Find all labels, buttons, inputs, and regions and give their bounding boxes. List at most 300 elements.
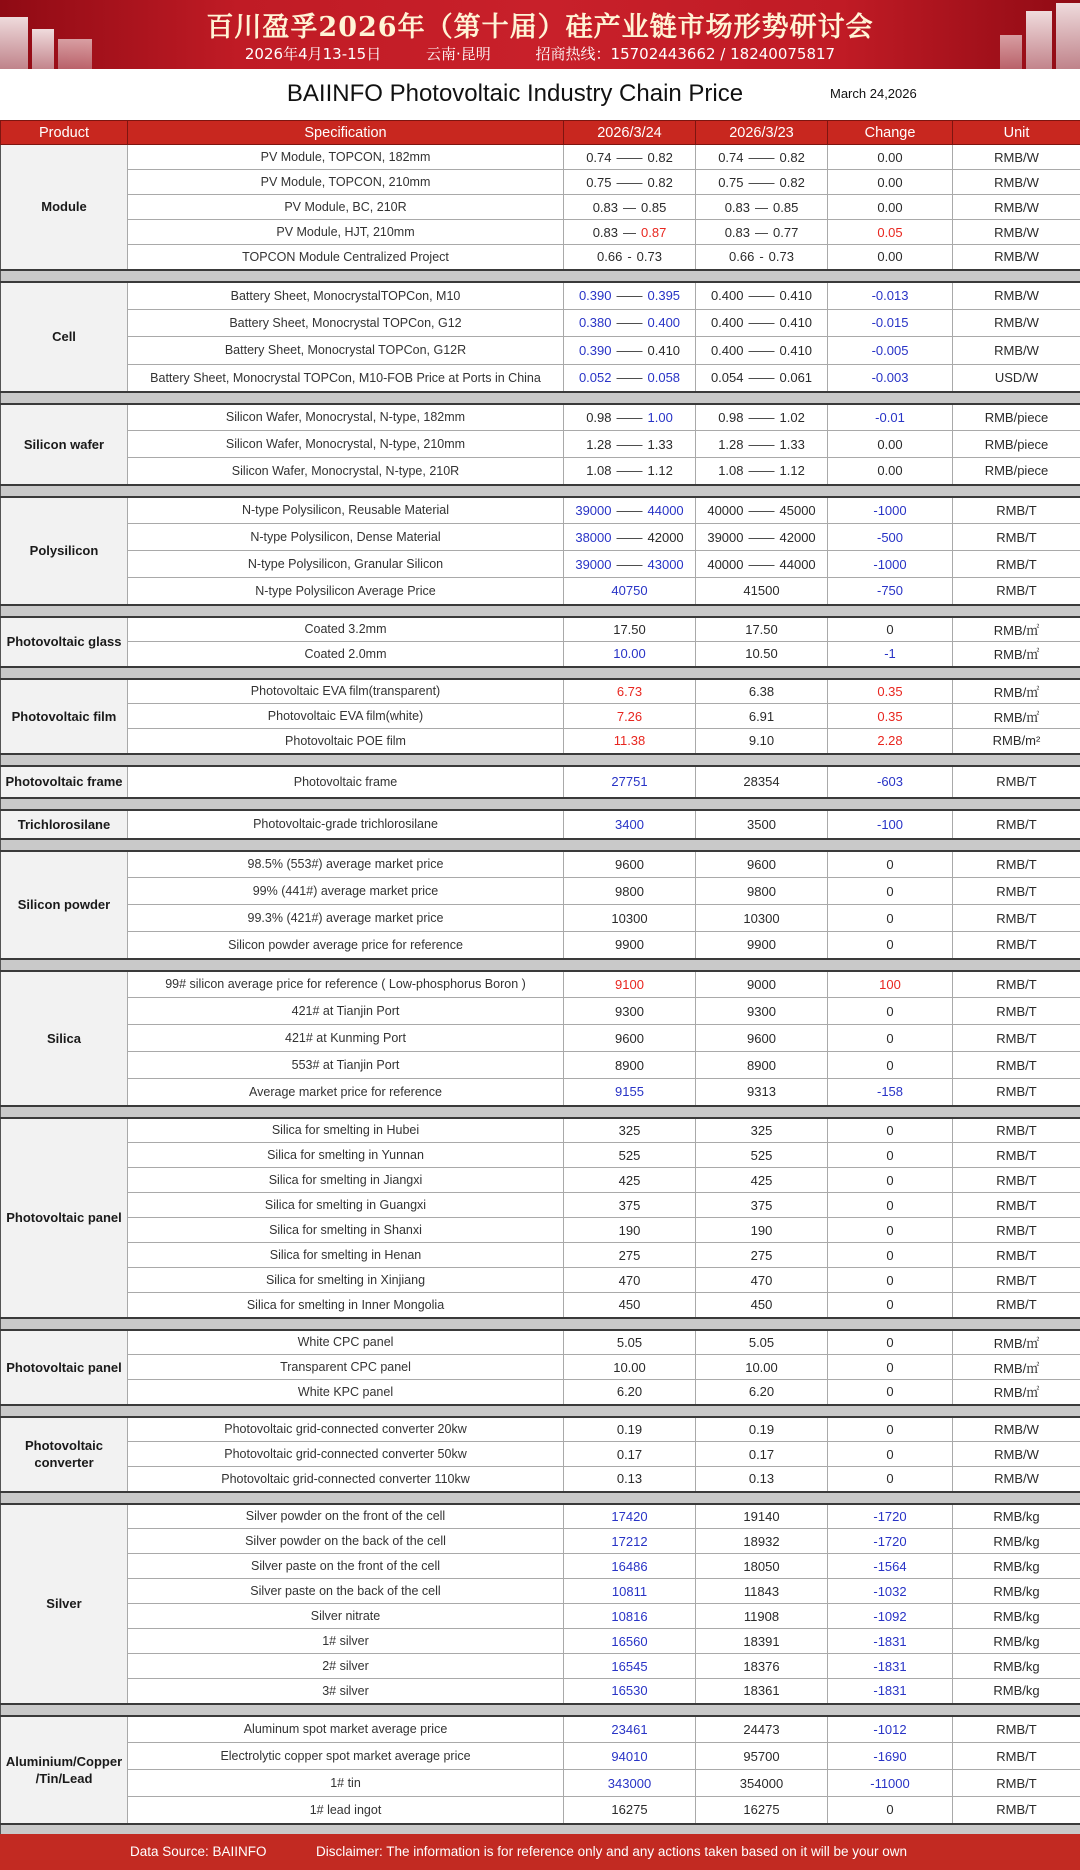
current-price: [564, 1579, 696, 1604]
previous-price: [696, 851, 828, 878]
specification: Photovoltaic grid-connected converter 50kw: [128, 1442, 564, 1467]
range-separator: ——: [616, 463, 643, 479]
price-change: 0: [828, 1467, 953, 1492]
price-change: 2.28: [828, 729, 953, 754]
price-change: 0: [828, 1143, 953, 1168]
price-change: -1831: [828, 1629, 953, 1654]
range-separator: —: [755, 224, 768, 240]
current-price-value: 94010: [611, 1748, 648, 1764]
previous-price-value: 0.410: [779, 342, 813, 358]
previous-price-value: 425: [750, 1172, 773, 1188]
current-price: [564, 878, 696, 905]
table-row: [1, 766, 1080, 798]
section-separator: [1, 485, 1080, 497]
price-change: -100: [828, 810, 953, 839]
previous-price-value: 0.83: [724, 224, 750, 240]
unit: RMB/T: [953, 1025, 1080, 1052]
current-price-value: 11.38: [613, 733, 646, 749]
product-name: Silicon powder: [1, 851, 128, 959]
previous-price: [696, 1193, 828, 1218]
section-separator: [1, 1106, 1080, 1118]
specification: N-type Polysilicon, Granular Silicon: [128, 551, 564, 578]
specification: N-type Polysilicon, Dense Material: [128, 524, 564, 551]
previous-price-value: 3500: [747, 816, 776, 832]
current-price-value: 16545: [611, 1658, 648, 1674]
specification: Battery Sheet, Monocrystal TOPCon, M10-FOB Price at Ports in China: [128, 364, 564, 392]
current-price: [564, 1679, 696, 1704]
price-change: -0.015: [828, 309, 953, 337]
previous-price-value: 1.08: [718, 463, 744, 479]
table-row: [1, 617, 1080, 642]
section-separator: [1, 392, 1080, 404]
previous-price-value: 19140: [743, 1508, 780, 1524]
range-separator: -: [759, 249, 764, 265]
unit: RMB/kg: [953, 1629, 1080, 1654]
range-separator: ——: [748, 436, 775, 452]
current-price-value: 9600: [615, 1030, 644, 1046]
unit: RMB/piece: [953, 431, 1080, 458]
previous-price-value: 42000: [779, 529, 816, 545]
specification: Photovoltaic EVA film(white): [128, 704, 564, 729]
current-price: [564, 524, 696, 551]
previous-price-value: 9313: [747, 1084, 776, 1100]
range-separator: ——: [748, 409, 775, 425]
current-price-value: 10.00: [613, 1359, 646, 1375]
current-price-value: 0.73: [636, 249, 662, 265]
table-row: [1, 1629, 1080, 1654]
unit: RMB/W: [953, 245, 1080, 270]
previous-price-value: 17.50: [745, 621, 778, 637]
price-change: 0.35: [828, 679, 953, 704]
current-price: [564, 1118, 696, 1143]
specification: 421# at Kunming Port: [128, 1025, 564, 1052]
table-row: [1, 170, 1080, 195]
current-price-value: 9100: [615, 976, 644, 992]
table-row: [1, 1654, 1080, 1679]
separator-cell: [1, 959, 1080, 971]
previous-price-value: 18050: [743, 1558, 780, 1574]
previous-price-value: 41500: [743, 583, 780, 599]
previous-price-value: 0.400: [710, 315, 744, 331]
previous-price-value: 95700: [743, 1748, 780, 1764]
previous-price-value: 0.410: [779, 288, 813, 303]
current-price-value: 1.00: [647, 409, 673, 425]
previous-price-value: 6.91: [748, 708, 775, 724]
specification: Photovoltaic grid-connected converter 110kw: [128, 1467, 564, 1492]
table-row: [1, 1579, 1080, 1604]
previous-price: [696, 1629, 828, 1654]
table-row: [1, 1679, 1080, 1704]
previous-price: [696, 1168, 828, 1193]
current-price: [564, 617, 696, 642]
previous-price-value: 44000: [779, 556, 816, 572]
current-price-value: 43000: [647, 556, 684, 572]
range-separator: ——: [748, 556, 775, 572]
product-name: Photovoltaic frame: [1, 766, 128, 798]
unit: RMB/T: [953, 1118, 1080, 1143]
specification: White KPC panel: [128, 1380, 564, 1405]
current-price-value: 6.20: [616, 1384, 643, 1400]
price-change: 0.35: [828, 704, 953, 729]
price-change: -0.01: [828, 404, 953, 431]
price-change: -1831: [828, 1679, 953, 1704]
specification: PV Module, HJT, 210mm: [128, 220, 564, 245]
table-row: [1, 1355, 1080, 1380]
range-separator: ——: [748, 315, 775, 331]
current-price: [564, 1467, 696, 1492]
section-separator: [1, 959, 1080, 971]
section-separator: [1, 667, 1080, 679]
current-price: [564, 1797, 696, 1824]
footer-disclaimer: Disclaimer: The information is for reference only and any actions taken based on it will be your own: [316, 1844, 908, 1859]
price-change: 0: [828, 1168, 953, 1193]
unit: RMB/kg: [953, 1604, 1080, 1629]
report-title: BAIINFO Photovoltaic Industry Chain Price: [286, 80, 744, 107]
banner-event-location: 云南·昆明: [425, 45, 491, 63]
range-separator: ——: [616, 315, 643, 331]
table-row: [1, 245, 1080, 270]
current-price: [564, 1654, 696, 1679]
current-price: [564, 404, 696, 431]
specification: Battery Sheet, Monocrystal TOPCon, G12: [128, 309, 564, 337]
specification: 553# at Tianjin Port: [128, 1052, 564, 1079]
specification: Silica for smelting in Xinjiang: [128, 1268, 564, 1293]
unit: RMB/T: [953, 998, 1080, 1025]
previous-price-value: 0.82: [779, 174, 805, 190]
current-price-value: 39000: [575, 502, 612, 518]
previous-price-value: 0.410: [779, 315, 813, 331]
unit: RMB/W: [953, 1467, 1080, 1492]
previous-price: [696, 932, 828, 959]
specification: Average market price for reference: [128, 1079, 564, 1106]
current-price-value: 10300: [611, 910, 648, 926]
previous-price: [696, 497, 828, 524]
price-change: -500: [828, 524, 953, 551]
previous-price-value: 0.17: [748, 1446, 775, 1462]
previous-price-value: 1.02: [779, 409, 805, 425]
section-separator: [1, 1318, 1080, 1330]
current-price: [564, 1168, 696, 1193]
price-change: 100: [828, 971, 953, 998]
current-price: [564, 766, 696, 798]
price-change: 0.00: [828, 170, 953, 195]
table-row: [1, 524, 1080, 551]
unit: RMB/T: [953, 905, 1080, 932]
current-price-value: 0.410: [647, 342, 681, 358]
current-price-value: 1.08: [586, 463, 612, 479]
table-row: [1, 1467, 1080, 1492]
current-price-value: 0.13: [616, 1471, 643, 1487]
table-row: [1, 1554, 1080, 1579]
table-row: [1, 642, 1080, 667]
previous-price: [696, 1770, 828, 1797]
price-change: -1720: [828, 1504, 953, 1529]
section-separator: [1, 605, 1080, 617]
product-name: Trichlorosilane: [1, 810, 128, 839]
previous-price: [696, 551, 828, 578]
unit: RMB/T: [953, 524, 1080, 551]
previous-price: [696, 458, 828, 485]
price-change: -0.003: [828, 364, 953, 392]
previous-price: [696, 905, 828, 932]
price-change: 0.05: [828, 220, 953, 245]
price-change: 0: [828, 932, 953, 959]
previous-price: [696, 1679, 828, 1704]
range-separator: ——: [616, 370, 643, 385]
range-separator: -: [627, 249, 632, 265]
table-row: [1, 1770, 1080, 1797]
previous-price: [696, 1654, 828, 1679]
table-row: [1, 337, 1080, 365]
current-price: [564, 1380, 696, 1405]
current-price: [564, 704, 696, 729]
price-change: 0: [828, 1355, 953, 1380]
current-price-value: 44000: [647, 502, 684, 518]
unit: RMB/W: [953, 337, 1080, 365]
unit: RMB/T: [953, 766, 1080, 798]
previous-price-value: 40000: [707, 502, 744, 518]
previous-price-value: 275: [750, 1247, 773, 1263]
separator-cell: [1, 605, 1080, 617]
current-price: [564, 1293, 696, 1318]
unit: RMB/kg: [953, 1579, 1080, 1604]
current-price-value: 0.66: [597, 249, 623, 265]
current-price-value: 6.73: [616, 683, 643, 699]
current-price-value: 525: [618, 1147, 641, 1163]
current-price-value: 16530: [611, 1683, 648, 1699]
price-change: 0.00: [828, 245, 953, 270]
table-row: [1, 1143, 1080, 1168]
previous-price: [696, 1579, 828, 1604]
current-price-value: 9900: [615, 937, 644, 953]
specification: N-type Polysilicon, Reusable Material: [128, 497, 564, 524]
price-change: 0: [828, 851, 953, 878]
unit: RMB/T: [953, 578, 1080, 605]
current-price-value: 9800: [615, 883, 644, 899]
current-price-value: 17420: [611, 1508, 648, 1524]
previous-price-value: 40000: [707, 556, 744, 572]
current-price-value: 8900: [615, 1057, 644, 1073]
current-price: [564, 729, 696, 754]
price-change: 0: [828, 1797, 953, 1824]
range-separator: ——: [616, 149, 643, 165]
specification: Transparent CPC panel: [128, 1355, 564, 1380]
table-row: [1, 971, 1080, 998]
previous-price-value: 18376: [743, 1658, 780, 1674]
table-row: [1, 364, 1080, 392]
separator-cell: [1, 392, 1080, 404]
previous-price-value: 470: [750, 1272, 773, 1288]
current-price: [564, 1079, 696, 1106]
price-change: -158: [828, 1079, 953, 1106]
price-change: 0.00: [828, 195, 953, 220]
current-price: [564, 1243, 696, 1268]
unit: RMB/㎡: [953, 704, 1080, 729]
current-price: [564, 1143, 696, 1168]
table-row: [1, 1716, 1080, 1743]
current-price: [564, 551, 696, 578]
current-price: [564, 145, 696, 170]
current-price: [564, 1629, 696, 1654]
current-price-value: 275: [618, 1247, 641, 1263]
previous-price: [696, 1504, 828, 1529]
price-change: -1032: [828, 1579, 953, 1604]
unit: RMB/kg: [953, 1654, 1080, 1679]
current-price: [564, 245, 696, 270]
current-price-value: 1.12: [647, 463, 673, 479]
current-price-value: 0.87: [641, 224, 667, 240]
current-price: [564, 1052, 696, 1079]
price-change: -603: [828, 766, 953, 798]
unit: RMB/T: [953, 1770, 1080, 1797]
banner-title: 百川盈孚2026年（第十届）硅产业链市场形势研讨会: [206, 12, 874, 43]
table-row: [1, 145, 1080, 170]
specification: Silicon powder average price for reference: [128, 932, 564, 959]
separator-cell: [1, 667, 1080, 679]
previous-price-value: 10300: [743, 910, 780, 926]
product-name: Silver: [1, 1504, 128, 1704]
current-price: [564, 1716, 696, 1743]
current-price-value: 7.26: [616, 708, 643, 724]
unit: RMB/W: [953, 220, 1080, 245]
range-separator: ——: [616, 502, 643, 518]
unit: RMB/T: [953, 1193, 1080, 1218]
unit: RMB/T: [953, 932, 1080, 959]
current-price-value: 343000: [607, 1775, 652, 1791]
price-change: 0: [828, 1243, 953, 1268]
current-price-value: 17.50: [613, 621, 646, 637]
previous-price: [696, 1554, 828, 1579]
previous-price-value: 16275: [743, 1802, 780, 1818]
price-change: 0: [828, 998, 953, 1025]
current-price: [564, 642, 696, 667]
price-change: -0.005: [828, 337, 953, 365]
previous-price: [696, 1330, 828, 1355]
previous-price: [696, 309, 828, 337]
range-separator: ——: [748, 370, 775, 385]
range-separator: —: [755, 199, 768, 215]
price-change: 0.00: [828, 145, 953, 170]
unit: RMB/W: [953, 1417, 1080, 1442]
current-price: [564, 1554, 696, 1579]
table-row: [1, 551, 1080, 578]
specification: Silica for smelting in Yunnan: [128, 1143, 564, 1168]
specification: 1# tin: [128, 1770, 564, 1797]
unit: RMB/T: [953, 1268, 1080, 1293]
specification: Electrolytic copper spot market average price: [128, 1743, 564, 1770]
product-name: Photovoltaic converter: [1, 1417, 128, 1492]
current-price-value: 9600: [615, 856, 644, 872]
current-price-value: 16560: [611, 1633, 648, 1649]
table-row: [1, 195, 1080, 220]
previous-price-value: 9800: [747, 883, 776, 899]
price-table-container: [0, 120, 1080, 1834]
specification: Coated 3.2mm: [128, 617, 564, 642]
specification: Silica for smelting in Inner Mongolia: [128, 1293, 564, 1318]
range-separator: —: [623, 199, 636, 215]
table-header-row: [1, 121, 1080, 145]
table-row: [1, 905, 1080, 932]
price-table-body: [1, 145, 1080, 1835]
previous-price: [696, 1417, 828, 1442]
previous-price: [696, 220, 828, 245]
specification: PV Module, TOPCON, 210mm: [128, 170, 564, 195]
current-price-value: 9300: [615, 1003, 644, 1019]
price-change: 0: [828, 1052, 953, 1079]
previous-price: [696, 245, 828, 270]
unit: RMB/W: [953, 309, 1080, 337]
previous-price-value: 11843: [743, 1583, 780, 1599]
previous-price: [696, 810, 828, 839]
previous-price-value: 1.28: [718, 436, 744, 452]
previous-price-value: 9900: [747, 937, 776, 953]
range-separator: ——: [748, 463, 775, 479]
table-row: [1, 1025, 1080, 1052]
current-price: [564, 932, 696, 959]
table-row: [1, 1330, 1080, 1355]
table-row: [1, 1052, 1080, 1079]
previous-price: [696, 145, 828, 170]
table-row: [1, 1243, 1080, 1268]
current-price: [564, 364, 696, 392]
unit: RMB/T: [953, 1293, 1080, 1318]
unit: RMB/kg: [953, 1554, 1080, 1579]
current-price-value: 0.390: [578, 288, 612, 303]
specification: TOPCON Module Centralized Project: [128, 245, 564, 270]
specification: Silver nitrate: [128, 1604, 564, 1629]
table-row: [1, 878, 1080, 905]
unit: RMB/W: [953, 170, 1080, 195]
price-change: 0: [828, 1218, 953, 1243]
price-change: 0: [828, 1380, 953, 1405]
table-row: [1, 1168, 1080, 1193]
specification: 98.5% (553#) average market price: [128, 851, 564, 878]
table-row: [1, 309, 1080, 337]
unit: RMB/kg: [953, 1679, 1080, 1704]
previous-price-value: 0.73: [768, 249, 794, 265]
banner-event-date: 2026年4月13-15日: [244, 45, 382, 63]
previous-price-value: 0.13: [748, 1471, 775, 1487]
previous-price-value: 10.50: [745, 646, 778, 662]
current-price-value: 325: [618, 1122, 641, 1138]
current-price-value: 425: [618, 1172, 641, 1188]
previous-price: [696, 1243, 828, 1268]
previous-price-value: 9.10: [748, 733, 775, 749]
table-row: [1, 578, 1080, 605]
price-change: -750: [828, 578, 953, 605]
current-price-value: 0.82: [647, 149, 673, 165]
current-price: [564, 1604, 696, 1629]
product-name: Aluminium/Copper/Tin/Lead: [1, 1716, 128, 1824]
column-header-current-date: 2026/3/24: [564, 121, 696, 145]
current-price-value: 0.380: [578, 315, 612, 331]
price-change: -1690: [828, 1743, 953, 1770]
previous-price-value: 18932: [743, 1533, 780, 1549]
current-price-value: 0.17: [616, 1446, 643, 1462]
specification: Silver paste on the back of the cell: [128, 1579, 564, 1604]
current-price-value: 1.28: [586, 436, 612, 452]
specification: Silica for smelting in Hubei: [128, 1118, 564, 1143]
price-change: -1564: [828, 1554, 953, 1579]
table-row: [1, 1504, 1080, 1529]
specification: Photovoltaic POE film: [128, 729, 564, 754]
current-price-value: 17212: [611, 1533, 648, 1549]
section-separator: [1, 1824, 1080, 1835]
table-row: [1, 1193, 1080, 1218]
unit: RMB/W: [953, 1442, 1080, 1467]
column-header-change: Change: [828, 121, 953, 145]
current-price: [564, 905, 696, 932]
